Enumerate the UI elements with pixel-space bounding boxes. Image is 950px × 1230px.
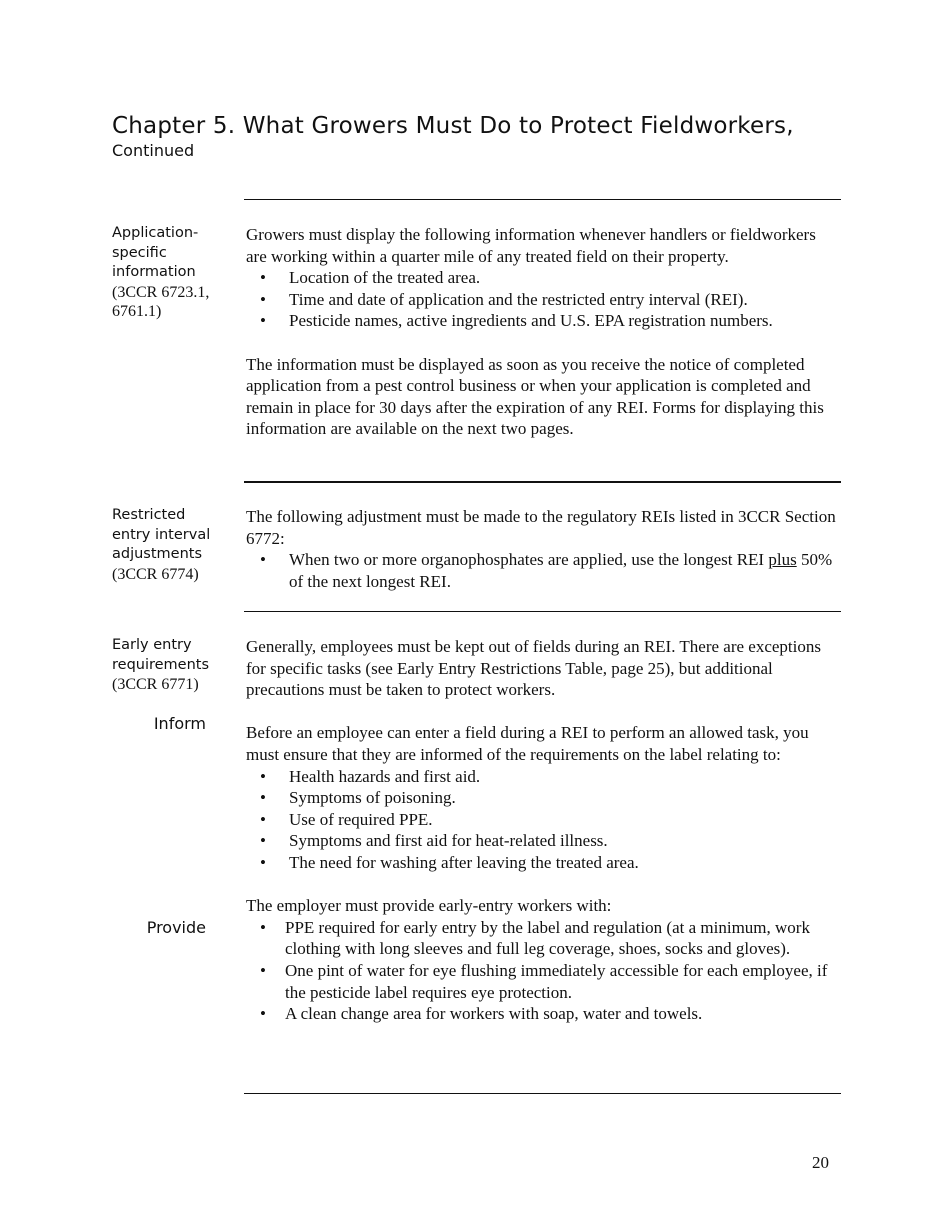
chapter-subtitle: Continued — [112, 141, 195, 160]
list-item: • Health hazards and first aid. — [246, 766, 838, 788]
divider — [244, 611, 841, 612]
bullet-text: 50% of the next longest REI. — [289, 550, 833, 591]
list-item — [246, 549, 838, 592]
list-item: • Symptoms and first aid for heat-related illness. — [246, 830, 838, 852]
bullet-list — [246, 549, 838, 592]
label-line: Application- — [112, 225, 199, 241]
label-line: Early entry — [112, 637, 192, 653]
paragraph: Before an employee can enter a field during a REI to perform an allowed task, you must ensure that they are informed of the requirements on the label relating to: — [246, 723, 809, 764]
citation: (3CCR 6723.1, 6761.1) — [112, 283, 210, 320]
divider — [244, 481, 841, 483]
list-item: • Use of required PPE. — [246, 809, 838, 831]
list-item: • One pint of water for eye flushing immediately accessible for each employee, if the pesticide label requires eye protection. — [246, 960, 838, 1003]
paragraph: The employer must provide early-entry workers with: — [246, 896, 612, 916]
paragraph: The information must be displayed as soon as you receive the notice of completed application from a pest control business or when your application is completed and remain in place for 30 days after the expiration of any REI. Forms for displaying this information are available on the next two pages. — [246, 354, 824, 439]
list-item: • Location of the treated area. — [246, 267, 838, 289]
divider — [244, 199, 841, 200]
bullet-list — [246, 267, 838, 332]
divider — [244, 1093, 841, 1094]
subheading-inform: Inform — [153, 714, 206, 733]
paragraph: Generally, employees must be kept out of fields during an REI. There are exceptions for specific tasks (see Early Entry Restrictions Table, page 25), but additional precautions must be taken to protect workers. — [246, 637, 821, 700]
citation: (3CCR 6771) — [112, 676, 199, 693]
section-label-early-entry — [112, 636, 230, 695]
bullet-text: When two or more organophosphates are applied, use the longest REI — [289, 550, 769, 570]
section-body-early-entry — [246, 636, 838, 1025]
citation: (3CCR 6774) — [112, 565, 199, 583]
label-line: Restricted — [112, 507, 186, 523]
paragraph: Growers must display the following information whenever handlers or fieldworkers are working within a quarter mile of any treated field on their property. — [246, 225, 816, 266]
page-number: 20 — [812, 1153, 829, 1172]
bullet-list — [246, 766, 838, 874]
list-item: • Time and date of application and the restricted entry interval (REI). — [246, 289, 838, 311]
section-body-restricted — [246, 506, 838, 592]
list-item: • Pesticide names, active ingredients and U.S. EPA registration numbers. — [246, 310, 838, 332]
list-item: • A clean change area for workers with soap, water and towels. — [246, 1003, 838, 1025]
bullet-list — [246, 917, 838, 1025]
list-item: • The need for washing after leaving the treated area. — [246, 852, 838, 874]
label-line: entry interval — [112, 526, 211, 543]
label-line: specific — [112, 244, 167, 261]
list-item: • PPE required for early entry by the label and regulation (at a minimum, work clothing with long sleeves and full leg coverage, shoes, socks and gloves). — [246, 917, 838, 960]
subheading-provide: Provide — [146, 918, 206, 937]
section-body-application — [246, 224, 838, 440]
section-label-restricted — [112, 506, 230, 584]
list-item: • Symptoms of poisoning. — [246, 787, 838, 809]
paragraph: The following adjustment must be made to the regulatory REIs listed in 3CCR Section 6772: — [246, 507, 836, 548]
label-line: requirements — [112, 656, 210, 673]
underlined-word: plus — [768, 550, 797, 570]
chapter-title: Chapter 5. What Growers Must Do to Protect Fieldworkers, — [112, 113, 794, 139]
label-line: information — [112, 264, 196, 280]
label-line: adjustments — [112, 546, 203, 562]
section-label-application — [112, 224, 230, 322]
